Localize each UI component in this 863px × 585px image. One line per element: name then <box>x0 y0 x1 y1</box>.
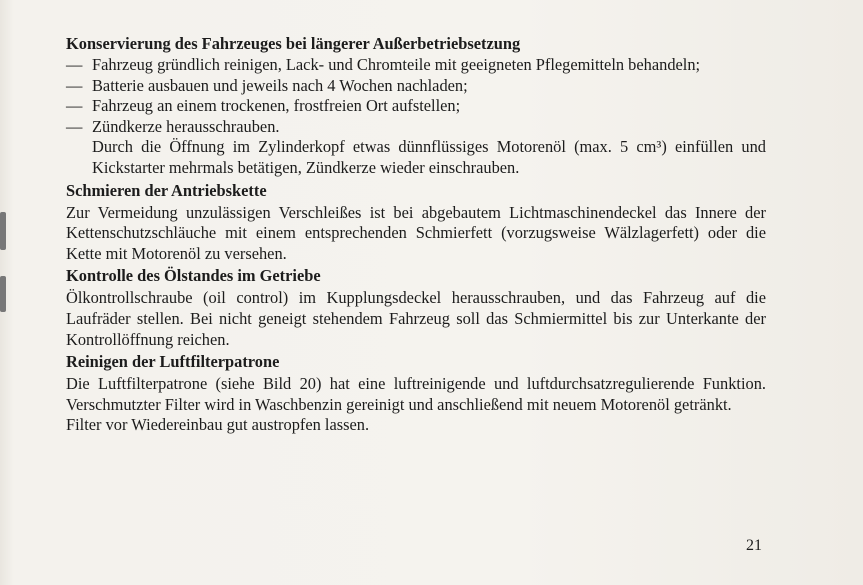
paragraph: Die Luftfilterpatrone (siehe Bild 20) hat eine luftreinigende und luftdurchsatzregulierende Funktion. Verschmutzter Filter wird in Waschbenzin gereinigt und anschließend mit neuem Motorenöl getränkt. <box>66 374 766 414</box>
section-heading: Reinigen der Luftfilterpatrone <box>66 352 280 372</box>
section-heading: Kontrolle des Ölstandes im Getriebe <box>66 266 321 286</box>
paragraph: Filter vor Wiedereinbau gut austropfen lassen. <box>66 415 370 435</box>
spine-mark-upper <box>0 212 6 250</box>
page-content <box>66 33 766 436</box>
spine-mark-lower <box>0 276 6 312</box>
paragraph: Durch die Öffnung im Zylinderkopf etwas dünnflüssiges Motorenöl (max. 5 cm³) einfüllen und Kickstarter mehrmals betätigen, Zündkerze wieder einschrauben. <box>92 137 766 177</box>
section-heading: Schmieren der Antriebskette <box>66 180 267 200</box>
list-item: — Fahrzeug gründlich reinigen, Lack- und Chromteile mit geeigneten Pflegemitteln behandeln; <box>66 55 766 76</box>
list-item: — Zündkerze herausschrauben. <box>66 117 766 138</box>
conservation-list <box>66 55 766 137</box>
paragraph: Ölkontrollschraube (oil control) im Kupplungsdeckel herausschrauben, und das Fahrzeug auf die Laufräder stellen. Bei nicht geneigt stehendem Fahrzeug soll das Schmiermittel bis zur Unterkante der Kontrollöffnung reichen. <box>66 288 766 349</box>
list-item: — Batterie ausbauen und jeweils nach 4 Wochen nachladen; <box>66 76 766 97</box>
page-number: 21 <box>746 537 762 554</box>
paragraph: Zur Vermeidung unzulässigen Verschleißes ist bei abgebautem Lichtmaschinendeckel das Innere der Kettenschutzschläuche mit einem entsprechenden Schmierfett (vorzugsweise Wälzlagerfett) oder die Kette mit Motorenöl zu versehen. <box>66 202 766 263</box>
section-heading: Konservierung des Fahrzeuges bei längerer Außerbetriebsetzung <box>66 34 521 53</box>
list-item: — Fahrzeug an einem trockenen, frostfreien Ort aufstellen; <box>66 96 766 117</box>
